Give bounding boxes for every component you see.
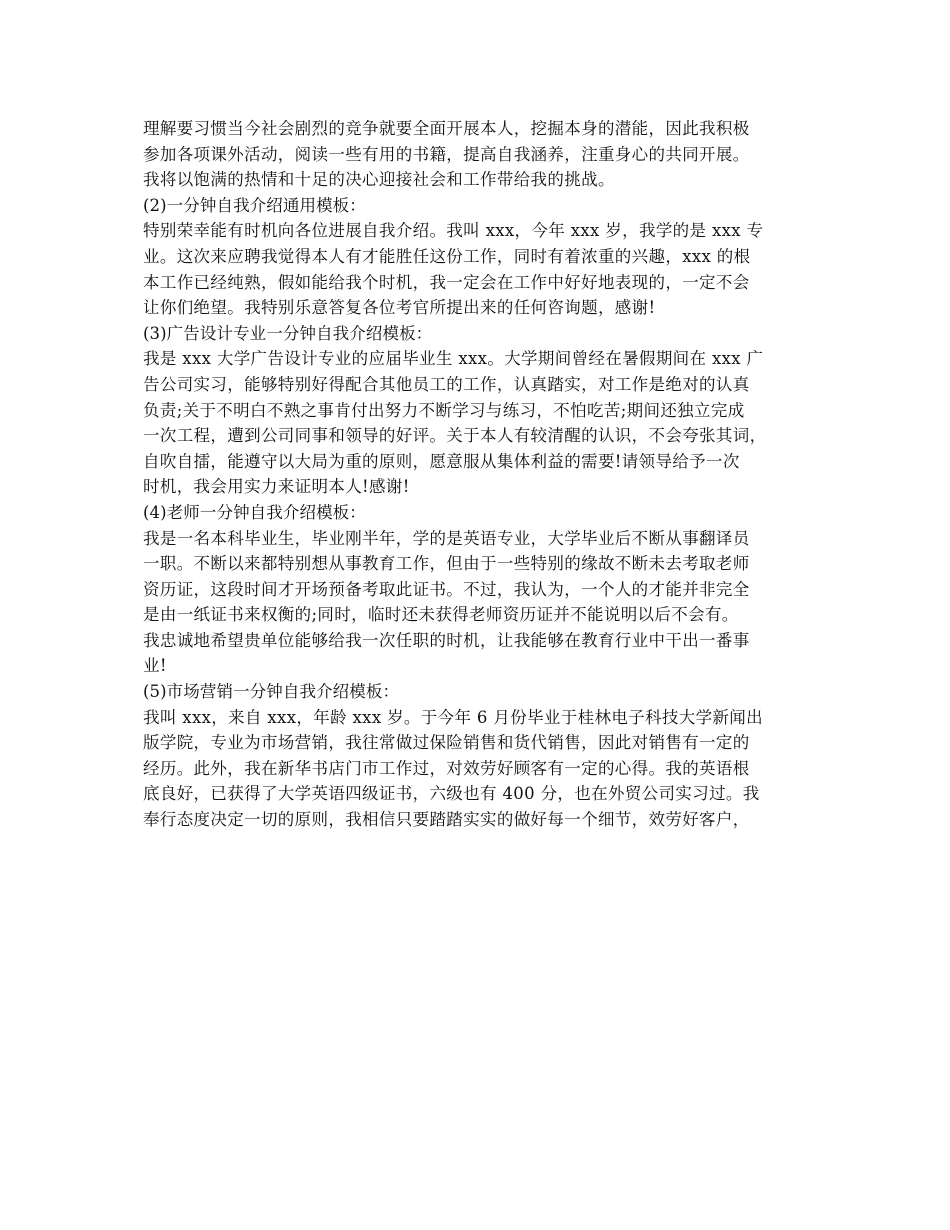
document-body xyxy=(143,116,823,833)
text-line: 业。这次来应聘我觉得本人有才能胜任这份工作，同时有着浓重的兴趣，xxx 的根 xyxy=(143,246,751,266)
text-line: 时机，我会用实力来证明本人!感谢! xyxy=(143,477,410,497)
text-line: 经历。此外，我在新华书店门市工作过，对效劳好顾客有一定的心得。我的英语根 xyxy=(143,758,750,778)
text-line: 奉行态度决定一切的原则，我相信只要踏踏实实的做好每一个细节，效劳好客户， xyxy=(143,810,750,830)
text-line: 业! xyxy=(143,656,167,676)
text-line: 理解要习惯当今社会剧烈的竞争就要全面开展本人，挖掘本身的潜能，因此我积极 xyxy=(143,119,750,138)
text-line: 负责;关于不明白不熟之事肯付出努力不断学习与练习，不怕吃苦;期间还独立完成 xyxy=(143,400,745,420)
text-line: 特别荣幸能有时机向各位进展自我介绍。我叫 xxx，今年 xxx 岁，我学的是 xxx 专 xyxy=(143,221,764,241)
section-heading: (5)市场营销一分钟自我介绍模板： xyxy=(143,682,400,702)
text-line: 自吹自擂，能遵守以大局为重的原则，愿意服从集体利益的需要!请领导给予一次 xyxy=(143,451,740,471)
section-heading: (3)广告设计专业一分钟自我介绍模板： xyxy=(143,323,433,343)
text-line: 版学院，专业为市场营销，我往常做过保险销售和货代销售，因此对销售有一定的 xyxy=(143,733,750,753)
text-line: 我叫 xxx，来自 xxx，年龄 xxx 岁。于今年 6 月份毕业于桂林电子科技大学新闻出 xyxy=(143,707,763,727)
text-line: 参加各项课外活动，阅读一些有用的书籍，提高自我涵养，注重身心的共同开展。 xyxy=(143,144,750,164)
text-line: 资历证，这段时间才开场预备考取此证书。不过，我认为，一个人的才能并非完全 xyxy=(143,579,750,599)
section-heading: (4)老师一分钟自我介绍模板： xyxy=(143,502,366,522)
text-line: 让你们绝望。我特别乐意答复各位考官所提出来的任何咨询题，感谢! xyxy=(143,298,656,318)
text-line: 是由一纸证书来权衡的;同时，临时还未获得老师资历证并不能说明以后不会有。 xyxy=(143,605,739,625)
section-heading: (2)一分钟自我介绍通用模板： xyxy=(143,195,366,215)
text-line: 一职。不断以来都特别想从事教育工作，但由于一些特别的缘故不断未去考取老师 xyxy=(143,554,750,574)
text-line: 我是 xxx 大学广告设计专业的应届毕业生 xxx。大学期间曾经在暑假期间在 xxx 广 xyxy=(143,349,764,369)
text-line: 我是一名本科毕业生，毕业刚半年，学的是英语专业，大学毕业后不断从事翻译员 xyxy=(143,528,750,548)
text-line: 本工作已经纯熟，假如能给我个时机，我一定会在工作中好好地表现的，一定不会 xyxy=(143,272,750,292)
text-line: 我将以饱满的热情和十足的决心迎接社会和工作带给我的挑战。 xyxy=(143,170,615,190)
text-line: 告公司实习，能够特别好得配合其他员工的工作，认真踏实，对工作是绝对的认真 xyxy=(143,374,750,394)
text-line: 我忠诚地希望贵单位能够给我一次任职的时机，让我能够在教育行业中干出一番事 xyxy=(143,630,750,650)
text-line: 一次工程，遭到公司同事和领导的好评。关于本人有较清醒的认识，不会夸张其词， xyxy=(143,426,767,446)
text-line: 底良好，已获得了大学英语四级证书，六级也有 400 分，也在外贸公司实习过。我 xyxy=(143,784,760,804)
